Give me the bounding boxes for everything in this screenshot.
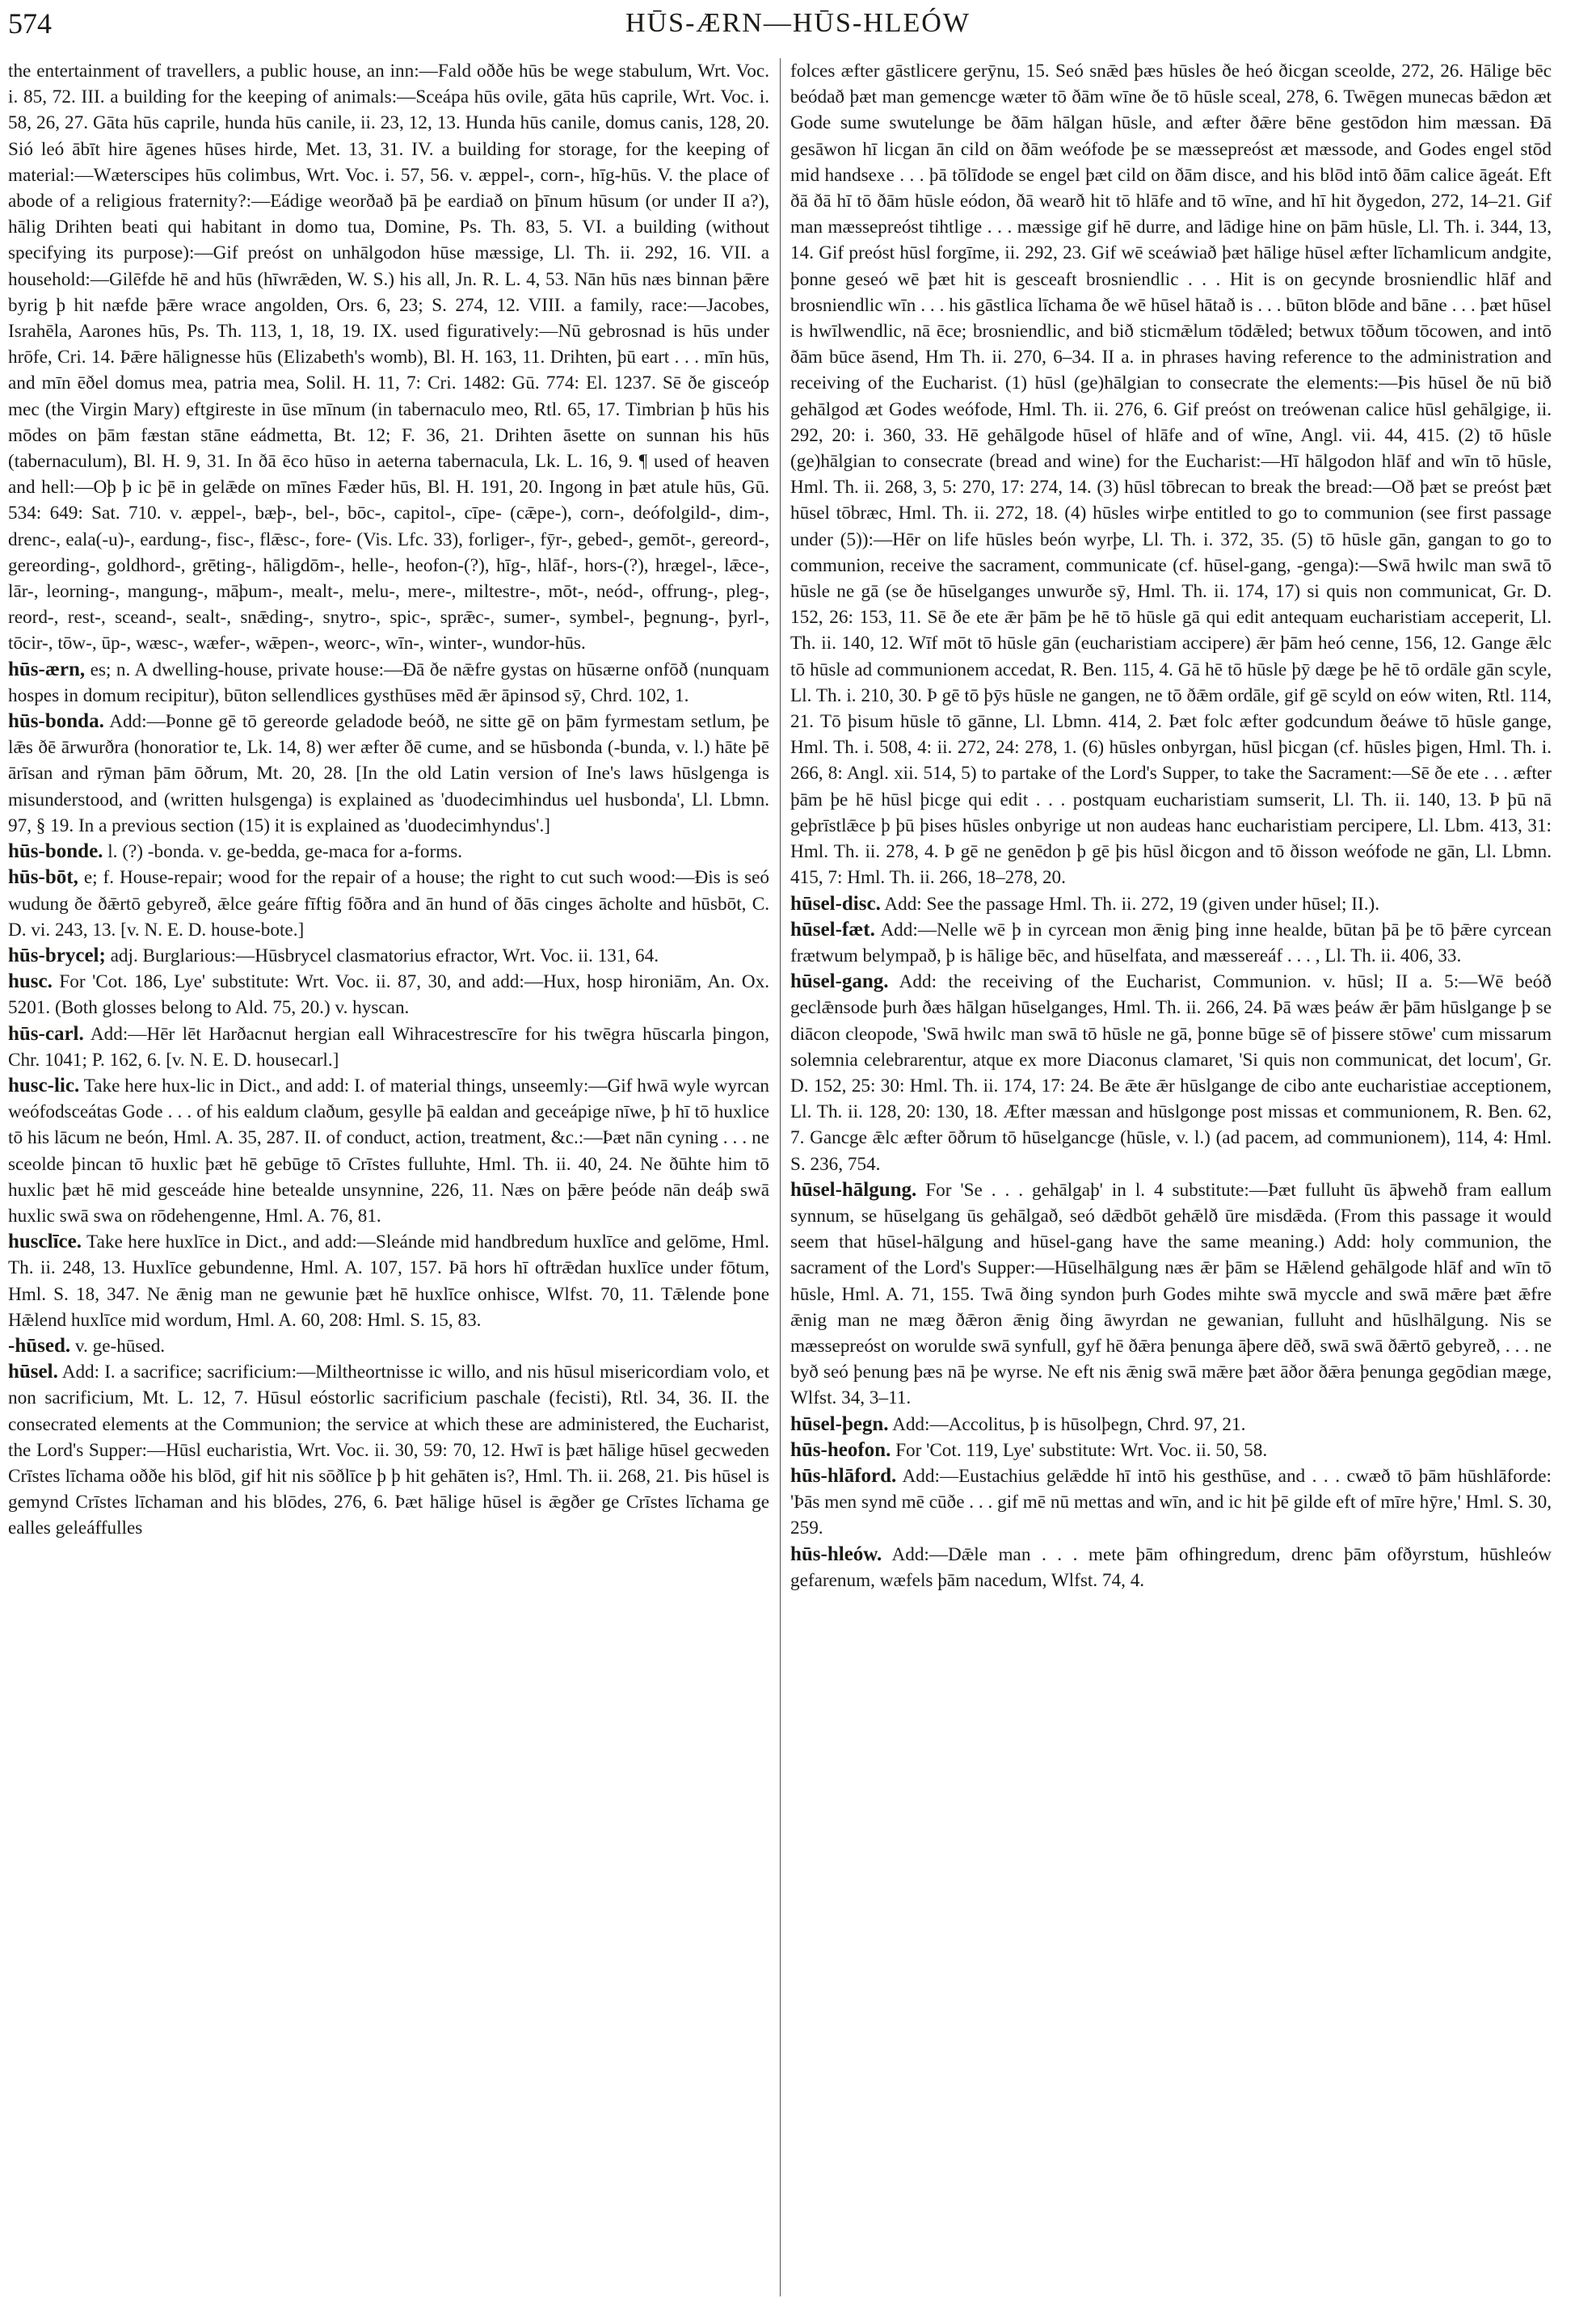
column-divider	[780, 58, 781, 2296]
entry-headword: hūs-bonde.	[8, 840, 103, 863]
entry-headword: husc-lic.	[8, 1074, 80, 1097]
entry-text: For 'Se . . . gehālgaþ' in l. 4 substitute:—Þæt fulluht ūs āþwehð fram eallum synnum, se hūselgang ūs gehālgað, seó dǣdbōt gehǣlð ūre misdǣda. (From this passage it would seem that hūsel-hālgung and hūsel-gang have the same meaning.) Add: holy communion, the sacrament of the Lord's Supper:—Hūselhālgung næs ǣr þām se Hǣlend gehālgode hlāf and wīn tō hūsle, Hml. A. 71, 155. Twā ðing syndon þurh Godes mihte swā myccle and swā mǣre þæt ǣfre ǣnig man ne mæg ðǣron ǣnig ðing āwyrdan ne gewanian, fulluht and hūslhālgung. Nis se mæssepreóst on worulde swā synfull, gyf hē ðǣra þenunga āþere dēð, swā swā ðǣrtō gebyreð, . . . ne byð seó þenung þæs nā þe wyrse. Ne eft nis ǣnig swā mǣre þæt āðor ðǣra þenunga gegōdian mæge, Wlfst. 34, 3–11.	[790, 1179, 1552, 1409]
dictionary-entry	[8, 839, 769, 865]
entry-headword: hūs-ærn,	[8, 658, 86, 680]
entry-headword: hūsel-gang.	[790, 970, 889, 993]
entry-text: l. (?) -bonda. v. ge-bedda, ge-maca for a-forms.	[107, 841, 463, 863]
entry-text: Add: the receiving of the Eucharist, Communion. v. hūsl; II a. 5:—Wē beóð geclǣnsode þurh ðæs hālgan hūselganges, Hml. Th. ii. 266, 24. Þā wæs þeáw ǣr þām hūslgange þ se diācon cleopode, 'Swā hwilc man swā tō hūsle ne gā, þonne būge sē of þissere stōwe' cum missarum solemnia celebrarentur, atque ex more Diaconus clamaret, 'Si quis non communicat, det locum', Gr. D. 152, 25: 30: Hml. Th. ii. 174, 17: 24. Be ǣte ǣr hūslgange de cibo ante eucharistiae acceptionem, Ll. Th. ii. 128, 20: 130, 18. Æfter mæssan and hūslgonge post missas et communionem, R. Ben. 62, 7. Gancge ǣlc æfter ōðrum tō hūselgancge (hūsle, v. l.) (ad pacem, ad communionem), 114, 4: Hml. S. 236, 754.	[790, 971, 1552, 1175]
dictionary-entry	[8, 1021, 769, 1073]
entry-headword: hūs-heofon.	[790, 1438, 891, 1461]
entry-headword: -hūsed.	[8, 1334, 71, 1357]
entry-text: Take here huxlīce in Dict., and add:—Sleánde mid handbredum huxlīce and gelōme, Hml. Th. ii. 248, 13. Huxlīce gebundenne, Hml. A. 107, 157. Þā hors hī oftrǣdan huxlīce under fōtum, Hml. S. 18, 347. Ne ǣnig man ne gewunie þæt hē huxlīce onhisce, Wlfst. 70, 11. Tǣlende þone Hǣlend huxlīce mid wordum, Hml. A. 60, 208: Hml. S. 15, 83.	[8, 1231, 769, 1331]
entry-text: e; f. House-repair; wood for the repair of a house; the right to cut such wood:—Đis is seó wudung ðe ðǣrtō gebyreð, ǣlce geáre fīftig fōðra and ān hund of ðās cinges ācholte and hūsbōt, C. D. vi. 243, 13. [v. N. E. D. house-bote.]	[8, 867, 769, 941]
entry-text: Add:—Nelle wē þ in cyrcean mon ǣnig þing inne healde, būtan þā þe tō þǣre cyrcean frætwum belympað, þ is hālige bēc, and hūselfata, and mæssereáf . . . , Ll. Th. ii. 406, 33.	[790, 919, 1552, 966]
dictionary-columns	[8, 58, 1588, 2296]
dictionary-entry	[790, 917, 1552, 969]
running-head: HŪS-ÆRN—HŪS-HLEÓW	[625, 8, 971, 38]
entry-text: adj. Burglarious:—Hūsbrycel clasmatorius efractor, Wrt. Voc. ii. 131, 64.	[110, 945, 659, 966]
entry-text: Add:—Accolitus, þ is hūsolþegn, Chrd. 97, 21.	[892, 1413, 1246, 1435]
entry-headword: husclīce.	[8, 1231, 82, 1253]
dictionary-entry	[8, 969, 769, 1021]
entry-headword: hūs-bōt,	[8, 866, 78, 889]
entry-headword: hūsel-þegn.	[790, 1412, 889, 1435]
dictionary-entry	[790, 1177, 1552, 1412]
entry-headword: hūsel.	[8, 1361, 58, 1383]
entry-text: the entertainment of travellers, a public house, an inn:—Fald oððe hūs be wege stabulum, Wrt. Voc. i. 85, 72. III. a building for the keeping of animals:—Sceápa hūs ovile, gāta hūs caprile, Wrt. Voc. i. 58, 26, 27. Gāta hūs caprile, hunda hūs canile, ii. 23, 12, 13. Hunda hūs canile, domus canis, 128, 20. Sió leó ābīt hire āgenes hūses hirde, Met. 13, 31. IV. a building for storage, for the keeping of material:—Wæterscipes hūs colimbus, Wrt. Voc. i. 57, 56. v. æppel-, corn-, hīg-hūs. V. the place of abode of a religious fraternity?:—Eádige weorðað þā þe eardiað on þīnum hūsum (or under II a?), hālig Drihten beati qui habitant in domo tua, Domine, Ps. Th. 83, 5. VI. a building (without specifying its purpose):—Gif preóst on unhālgodon hūse mæssige, Ll. Th. ii. 292, 16. VII. a household:—Gilēfde hē and hūs (hīwrǣden, W. S.) his all, Jn. R. L. 4, 53. Nān hūs næs binnan þǣre byrig þ hit næfde þǣre wrace angolden, Ors. 6, 23; S. 274, 12. VIII. a family, race:—Jacobes, Israhēla, Aarones hūs, Ps. Th. 113, 1, 18, 19. IX. used figuratively:—Nū gebrosnad is hūs under hrōfe, Cri. 14. Þǣre hālignesse hūs (Elizabeth's womb), Bl. H. 163, 11. Drihten, þū eart . . . mīn hūs, and mīn ēðel domus mea, patria mea, Solil. H. 11, 7: Cri. 1482: Gū. 774: El. 1237. Sē ðe gisceóp mec (the Virgin Mary) eftgireste in ūse mīnum (in tabernaculo meo, Rtl. 65, 17. Timbrian þ hūs his mōdes on þām fæstan stāne eádmetta, Bt. 12; F. 36, 21. Drihten āsette on sunnan his hūs (tabernaculum), Bl. H. 9, 31. In ðā ēco hūso in aeterna tabernacula, Lk. L. 16, 9. ¶ used of heaven and hell:—Oþ þ ic þē in gelǣde on mīnes Fæder hūs, Bl. H. 191, 20. Ingong in þæt atule hūs, Gū. 534: 649: Sat. 710. v. æppel-, bæþ-, bel-, bōc-, capitol-, cīpe- (cǣpe-), corn-, deófolgild-, dim-, drenc-, eala(-u)-, eardung-, fisc-, flǣsc-, fore- (Vis. Lfc. 33), forliger-, fȳr-, gebed-, gemōt-, gereord-, gereording-, goldhord-, grēting-, hāligdōm-, helle-, heofon-(?), hīg-, hlāf-, hors-(?), hrægel-, lǣce-, lār-, leorning-, mangung-, māþum-, mealt-, melu-, mere-, miltestre-, mōt-, neód-, offrung-, pleg-, reord-, rest-, sceand-, sealt-, snǣding-, snytro-, spic-, sprǣc-, sumer-, symbel-, þegnung-, þyrl-, tōcir-, tōw-, ūp-, wæsc-, wæfer-, wǣpen-, weorc-, wīn-, winter-, wundor-hūs.	[8, 61, 769, 655]
entry-headword: hūs-carl.	[8, 1022, 84, 1045]
entry-headword: hūs-brycel;	[8, 944, 106, 966]
entry-text: Add: See the passage Hml. Th. ii. 272, 19 (given under hūsel; II.).	[884, 893, 1380, 915]
entry-headword: hūsel-hālgung.	[790, 1178, 917, 1201]
entry-text: Add:—Dǣle man . . . mete þām ofhingredum, drenc þām ofðyrstum, hūshleów gefarenum, wæfels þām nacedum, Wlfst. 74, 4.	[790, 1543, 1552, 1591]
dictionary-entry	[8, 1333, 769, 1359]
entry-headword: hūs-hlāford.	[790, 1464, 897, 1487]
dictionary-entry	[8, 709, 769, 839]
entry-headword: hūsel-disc.	[790, 892, 881, 915]
entry-text: For 'Cot. 119, Lye' substitute: Wrt. Voc. ii. 50, 58.	[895, 1439, 1268, 1461]
entry-text: es; n. A dwelling-house, private house:—Đā ðe nǣfre gystas on hūsærne onfōð (nunquam hospes in domum recipitur), būton sellendlices gysthūses mēd ǣr āpinsod sȳ, Chrd. 102, 1.	[8, 659, 769, 706]
entry-text: Take here hux-lic in Dict., and add: I. of material things, unseemly:—Gif hwā wyle wyrcan weófodsceátas Gode . . . of his ealdum claðum, gesylle þā ealdan and geceápige nīwe, þ hī tō huxlice tō his lācum ne beón, Hml. A. 35, 287. II. of conduct, action, treatment, &c.:—Þæt nān cyning . . . ne sceolde þincan tō huxlic þæt hē gebūge tō Crīstes fulluhte, Hml. Th. ii. 40, 24. Ne ðūhte him tō huxlic þæt hē mid gesceáde hine betealde unsynnine, 226, 11. Næs on þǣre þeóde nān deáþ swā huxlic swā swa on rōdehengenne, Hml. A. 76, 81.	[8, 1075, 769, 1227]
entry-text: v. ge-hūsed.	[74, 1335, 166, 1357]
dictionary-entry	[8, 1229, 769, 1333]
page-number: 574	[8, 7, 52, 40]
entry-text: Add:—Hēr lēt Harðacnut hergian eall Wihracestrescīre for his twēgra hūscarla þingon, Chr. 1041; P. 162, 6. [v. N. E. D. housecarl.]	[8, 1023, 769, 1071]
entry-text: For 'Cot. 186, Lye' substitute: Wrt. Voc. ii. 87, 30, and add:—Hux, hosp hironiām, An. Ox. 5201. (Both glosses belong to Ald. 75, 20.) v. hyscan.	[8, 971, 769, 1019]
page-header	[0, 0, 1596, 48]
dictionary-entry	[790, 58, 1552, 891]
entry-text: folces æfter gāstlicere gerȳnu, 15. Seó snǣd þæs hūsles ðe heó ðicgan sceolde, 272, 26. Hālige bēc beódað þæt man gemencge wæter tō ðām wīne ðe tō hūsle sceal, 278, 6. Twēgen munecas bǣdon æt Gode sume swutelunge be ðām hālgan hūsle, and æfter ðǣre bēne gestōdon him mæssan. Đā gesāwon hī licgan ān cild on ðām weófode þe se mæssepreóst æt mæssode, and Godes engel stōd mid handsexe . . . þā tōlīdode se engel þæt cild on ðām disce, and his blōd intō ðām calice āgeát. Eft ðā ðā hī tō ðām hūsle eódon, ðā wearð hit tō hlāfe and tō wīne, and hī hit ðygedon, 272, 14–21. Gif man mæssepreóst tihtlige . . . mæssige gif hē durre, and lādige hine on þām hūsle, Ll. Th. i. 344, 13, 14. Gif preóst hūsl forgīme, ii. 292, 23. Gif wē sceáwiað þæt hālige hūsel æfter līchamlicum andgite, þonne geseó wē þæt hit is gesceaft brosniendlic . . . Hit is on gecynde brosniendlic hlāf and brosniendlic wīn . . . his gāstlica līchama ðe wē hūsel hātað is . . . būton blōde and bāne . . . þæt hūsel is hwīlwendlic, nā ēce; brosniendlic, and bið sticmǣlum tōdǣled; betwux tōðum tōcowen, and intō ðām būce āsend, Hm Th. ii. 270, 6–34. II a. in phrases having reference to the administration and receiving of the Eucharist. (1) hūsl (ge)hālgian to consecrate the elements:—Þis hūsel ðe nū bið gehālgod æt Godes weófode, Hml. Th. ii. 276, 6. Gif preóst on treówenan calice hūsl gehālgige, ii. 292, 20: i. 360, 33. Hē gehālgode hūsel of hlāfe and of wīne, Angl. vii. 44, 415. (2) tō hūsle (ge)hālgian to consecrate (bread and wine) for the Eucharist:—Hī hālgodon hlāf and wīn tō hūsle, Hml. Th. ii. 268, 3, 5: 270, 17: 274, 14. (3) hūsl tōbrecan to break the bread:—Oð þæt se preóst þæt hūsel tōbræc, Hml. Th. ii. 272, 18. (4) hūsles wirþe entitled to go to communion (see first passage under (5)):—Hēr on life hūsles beón wyrþe, Ll. Th. i. 372, 35. (5) tō hūsle gān, gangan to go to communion, receive the sacrament, communicate (cf. hūsel-gang, -genga):—Swā hwilc man swā tō hūsle ne gā (se ðe hūselganges unwurðe sȳ, Hml. Th. ii. 174, 17) si quis non communicat, Gr. D. 152, 26: 153, 11. Sē ðe ete ǣr þām þe hē tō hūsle gā qui edit antequam eucharistiam acceperit, Ll. Th. ii. 140, 12. Wīf mōt tō hūsle gān (eucharistiam accipere) ǣr þām heó cenne, 156, 12. Gange ǣlc tō hūsle ad communionem accedat, R. Ben. 115, 4. Gā hē tō hūsle þȳ dæge þe hē tō ordāle gān scyle, Ll. Th. i. 210, 30. Þ gē tō þȳs hūsle ne gangen, ne tō ðǣm ordāle, gif gē scyld on eów witen, Rtl. 114, 21. Tō þisum hūsle tō gānne, Ll. Lbmn. 414, 2. Þæt folc æfter godcundum ðeáwe tō hūsle gange, Hml. Th. i. 508, 4: ii. 272, 24: 278, 1. (6) hūsles onbyrgan, hūsl þicgan (cf. hūsles þigen, Hml. Th. i. 266, 8: Angl. xii. 514, 5) to partake of the Lord's Supper, to take the Sacrament:—Sē ðe ete . . . æfter þām þe hē hūsl þicge qui edit . . . postquam eucharistiam sumserit, Ll. Th. ii. 140, 13. Þ þū nā geþrīstlǣce þ þū þises hūsles onbyrige ut non audeas hanc eucharistiam percipere, Ll. Lbm. 413, 31: Hml. Th. ii. 278, 4. Þ gē ne genēdon þ gē þis hūsl ðicgon and tō ðisson weófode ne gān, Ll. Lbmn. 415, 7: Hml. Th. ii. 266, 18–278, 20.	[790, 61, 1552, 889]
dictionary-entry	[8, 657, 769, 709]
entry-text: Add:—Eustachius gelǣdde hī intō his gesthūse, and . . . cwæð tō þām hūshlāforde: 'Þās men synd mē cūðe . . . gif mē nū mettas and wīn, and ic hit þē gilde eft of mīre hȳre,' Hml. S. 30, 259.	[790, 1465, 1552, 1539]
right-column	[790, 58, 1552, 2296]
entry-headword: hūs-hleów.	[790, 1543, 882, 1565]
dictionary-entry	[8, 865, 769, 943]
entry-text: Add: I. a sacrifice; sacrificium:—Miltheortnisse ic willo, and nis hūsul misericordiam volo, et non sacrificium, Mt. L. 12, 7. Hūsul eóstorlic sacrificium paschale (fecisti), Rtl. 34, 36. II. the consecrated elements at the Communion; the service at which these are administered, the Eucharist, the Lord's Supper:—Hūsl eucharistia, Wrt. Voc. ii. 30, 59: 70, 12. Hwī is þæt hālige hūsel gecweden Crīstes līchama oððe his blōd, gif hit nis sōðlīce þ þ hit gehāten is?, Hml. Th. ii. 268, 21. Þis hūsel is gemynd Crīstes līchaman and his blōdes, 276, 6. Þæt hālige hūsel is ǣgðer ge Crīstes līchama ge ealles geleáffulles	[8, 1362, 769, 1539]
left-column	[8, 58, 769, 2296]
entry-text: Add:—Þonne gē tō gereorde geladode beóð, ne sitte gē on þām fyrmestam setlum, þe lǣs ðē ārwurðra (honoratior te, Lk. 14, 8) wer æfter ðē cume, and se hūsbonda (-bunda, v. l.) hāte þē ārīsan and rȳman þām ōðrum, Mt. 20, 28. [In the old Latin version of Ine's laws hūslgenga is misunderstood, and (written hulsgenga) is explained as 'duodecimhindus uel husbonda', Ll. Lbmn. 97, § 19. In a previous section (15) it is explained as 'duodecimhyndus'.]	[8, 711, 769, 836]
dictionary-entry	[790, 969, 1552, 1177]
entry-headword: hūsel-fæt.	[790, 918, 875, 941]
dictionary-entry	[790, 891, 1552, 917]
dictionary-entry	[8, 1073, 769, 1229]
dictionary-entry	[790, 1463, 1552, 1542]
entry-headword: hūs-bonda.	[8, 710, 104, 733]
dictionary-entry	[790, 1542, 1552, 1593]
dictionary-entry	[8, 58, 769, 657]
entry-headword: husc.	[8, 970, 53, 993]
dictionary-entry	[790, 1438, 1552, 1463]
dictionary-entry	[8, 1359, 769, 1541]
dictionary-entry	[790, 1412, 1552, 1438]
dictionary-entry	[8, 943, 769, 969]
